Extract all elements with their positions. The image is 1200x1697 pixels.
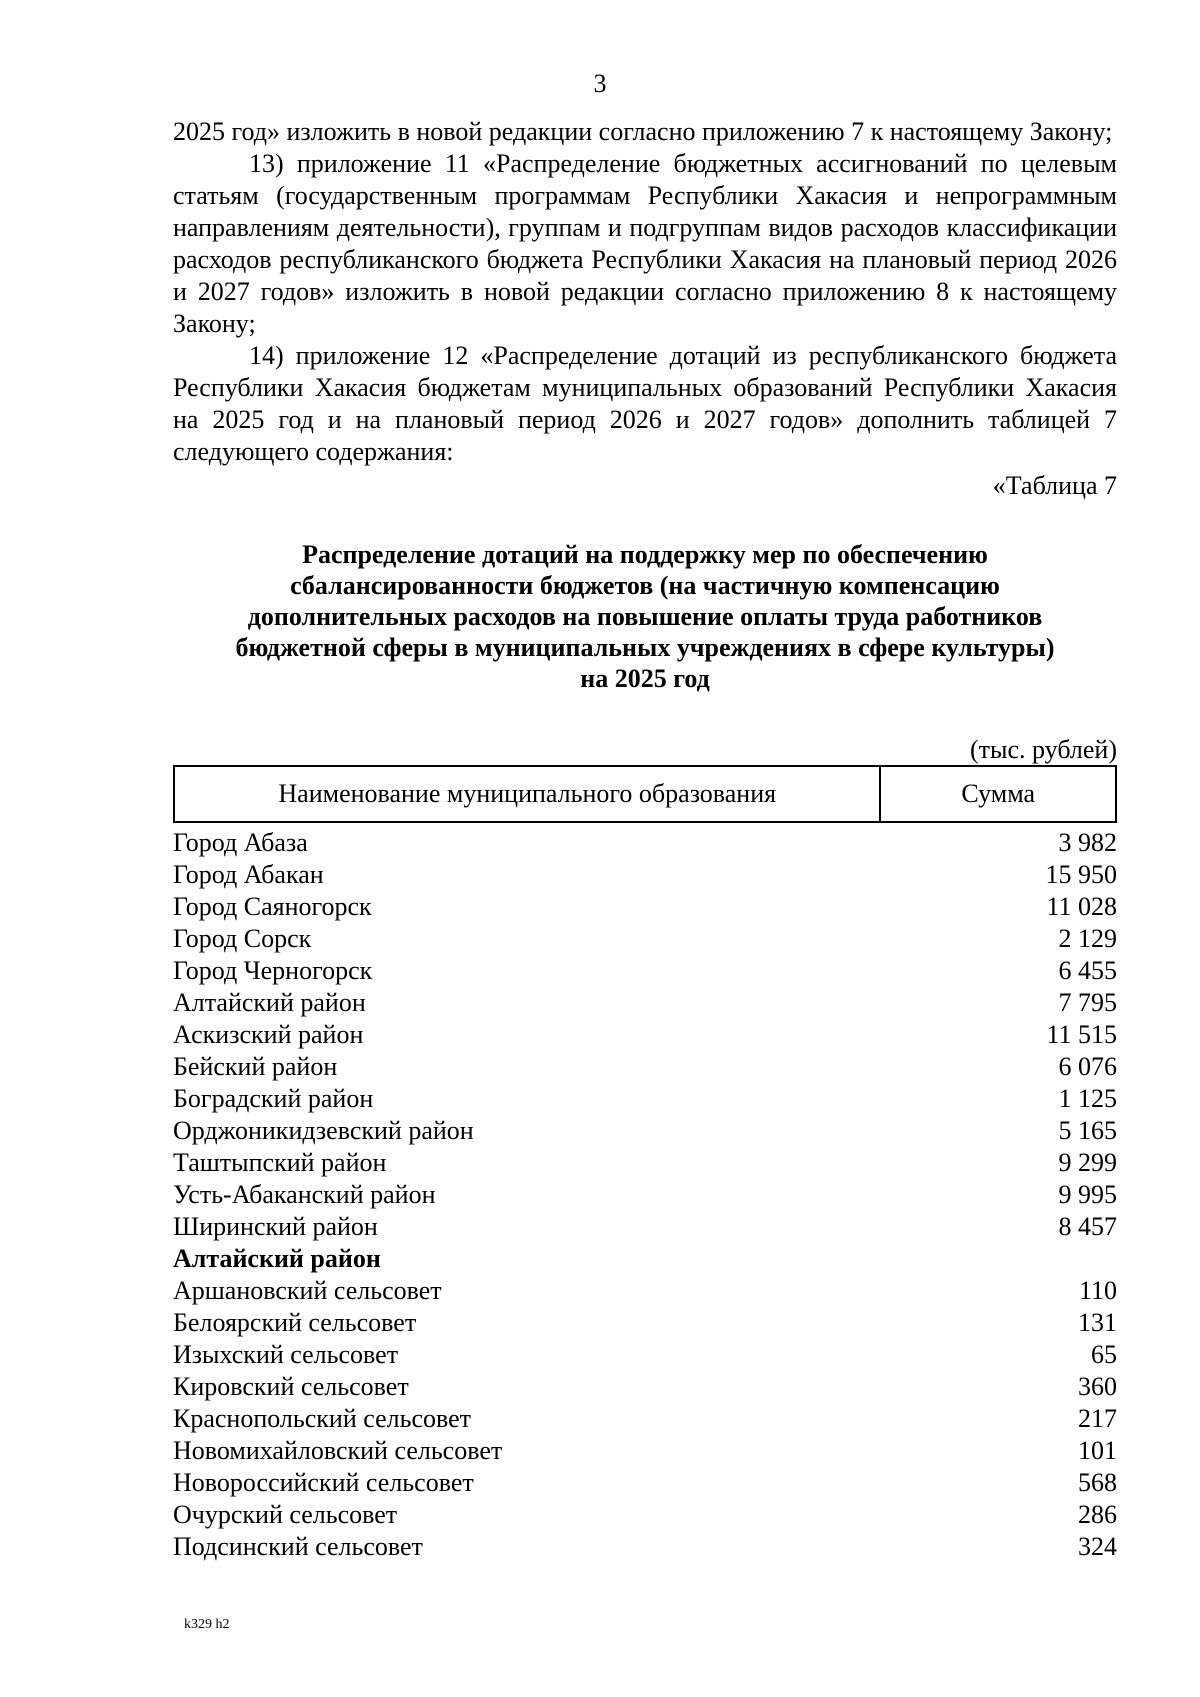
column-header-sum: Сумма [880, 766, 1116, 822]
document-body [173, 116, 1117, 1563]
table-row [173, 859, 1117, 891]
paragraph-13: 13) приложение 11 «Распределение бюджетных ассигнований по целевым статьям (государственным программам Республики Хакасия и непрограммным направлениям деятельности), группам и подгруппам видов расходов классификации расходов республиканского бюджета Республики Хакасия на плановый период 2026 и 2027 годов» изложить в новой редакции согласно приложению 8 к настоящему Закону; [173, 149, 1117, 338]
row-name: Ширинский район [173, 1212, 378, 1241]
table-row [173, 1531, 1117, 1563]
table-label: «Таблица 7 [992, 471, 1117, 500]
table-title-line: бюджетной сферы в муниципальных учреждениях в сфере культуры) [235, 633, 1055, 662]
row-name: Боградский район [173, 1084, 374, 1113]
table-row [173, 1211, 1117, 1243]
row-sum: 1 125 [1058, 1084, 1117, 1113]
table-row [173, 1179, 1117, 1211]
table-row [173, 923, 1117, 955]
row-sum: 65 [1091, 1340, 1117, 1369]
table-row [173, 891, 1117, 923]
row-name: Изыхский сельсовет [173, 1340, 399, 1369]
row-sum: 110 [1078, 1276, 1117, 1305]
table-title-line: Распределение дотаций на поддержку мер по обеспечению [302, 540, 988, 569]
row-sum: 8 457 [1058, 1212, 1117, 1241]
table-row [173, 827, 1117, 859]
table-title [173, 502, 1117, 694]
table-row [173, 1115, 1117, 1147]
row-sum: 6 076 [1058, 1052, 1117, 1081]
table-row [173, 1307, 1117, 1339]
table-title-line: сбалансированности бюджетов (на частичную компенсацию [290, 571, 1000, 600]
row-sum: 11 028 [1046, 892, 1117, 921]
row-name: Аршановский сельсовет [173, 1276, 442, 1305]
row-name: Подсинский сельсовет [173, 1532, 423, 1561]
table-row [173, 1147, 1117, 1179]
row-name: Новомихайловский сельсовет [173, 1436, 503, 1465]
row-name: Аскизский район [173, 1020, 364, 1049]
table-row [173, 1435, 1117, 1467]
table-title-line: на 2025 год [580, 664, 710, 693]
table-row [173, 1403, 1117, 1435]
row-sum: 9 299 [1058, 1148, 1117, 1177]
row-sum: 324 [1078, 1532, 1117, 1561]
row-name: Бейский район [173, 1052, 338, 1081]
row-sum: 9 995 [1058, 1180, 1117, 1209]
table-header [173, 765, 1117, 823]
row-sum: 2 129 [1058, 924, 1117, 953]
table-row [173, 987, 1117, 1019]
row-name: Таштыпский район [173, 1148, 387, 1177]
table-row [173, 955, 1117, 987]
row-sum: 11 515 [1046, 1020, 1117, 1049]
row-name: Алтайский район [173, 988, 366, 1017]
page-number: 3 [593, 69, 607, 98]
table-row [173, 1051, 1117, 1083]
table-body [173, 827, 1117, 1563]
row-name: Кировский сельсовет [173, 1372, 409, 1401]
table-row [173, 1275, 1117, 1307]
table-row [173, 1499, 1117, 1531]
row-sum: 286 [1078, 1500, 1117, 1529]
row-sum: 15 950 [1045, 860, 1117, 889]
paragraph-1: 2025 год» изложить в новой редакции согласно приложению 7 к настоящему Закону; [173, 117, 1113, 146]
row-name: Город Абакан [173, 860, 324, 889]
table-row [173, 1083, 1117, 1115]
column-header-name: Наименование муниципального образования [174, 766, 880, 822]
row-sum: 6 455 [1058, 956, 1117, 985]
row-sum: 5 165 [1058, 1116, 1117, 1145]
units-label: (тыс. рублей) [969, 735, 1117, 764]
table-row [173, 1339, 1117, 1371]
document-code: k329 h2 [184, 1617, 230, 1632]
row-name: Усть-Абаканский район [173, 1180, 436, 1209]
row-name: Город Черногорск [173, 956, 373, 985]
row-name: Город Саяногорск [173, 892, 372, 921]
table-row [173, 1019, 1117, 1051]
table-row [173, 1371, 1117, 1403]
section-header: Алтайский район [173, 1244, 381, 1273]
row-name: Очурский сельсовет [173, 1500, 398, 1529]
row-sum: 217 [1078, 1404, 1117, 1433]
row-name: Краснопольский сельсовет [173, 1404, 472, 1433]
table-row [173, 1467, 1117, 1499]
row-sum: 7 795 [1058, 988, 1117, 1017]
row-name: Новороссийский сельсовет [173, 1468, 474, 1497]
row-sum: 101 [1078, 1436, 1117, 1465]
paragraph-14: 14) приложение 12 «Распределение дотаций из республиканского бюджета Республики Хакасия бюджетам муниципальных образований Республики Хакасия на 2025 год и на плановый период 2026 и 2027 годов» дополнить таблицей 7 следующего содержания: [173, 341, 1117, 466]
row-sum: 131 [1078, 1308, 1117, 1337]
row-sum: 3 982 [1058, 828, 1117, 857]
row-name: Орджоникидзевский район [173, 1116, 474, 1145]
row-name: Белоярский сельсовет [173, 1308, 417, 1337]
row-sum: 568 [1078, 1468, 1117, 1497]
row-name: Город Абаза [173, 828, 308, 857]
row-sum: 360 [1078, 1372, 1117, 1401]
table-title-line: дополнительных расходов на повышение оплаты труда работников [247, 602, 1043, 631]
row-name: Город Сорск [173, 924, 312, 953]
